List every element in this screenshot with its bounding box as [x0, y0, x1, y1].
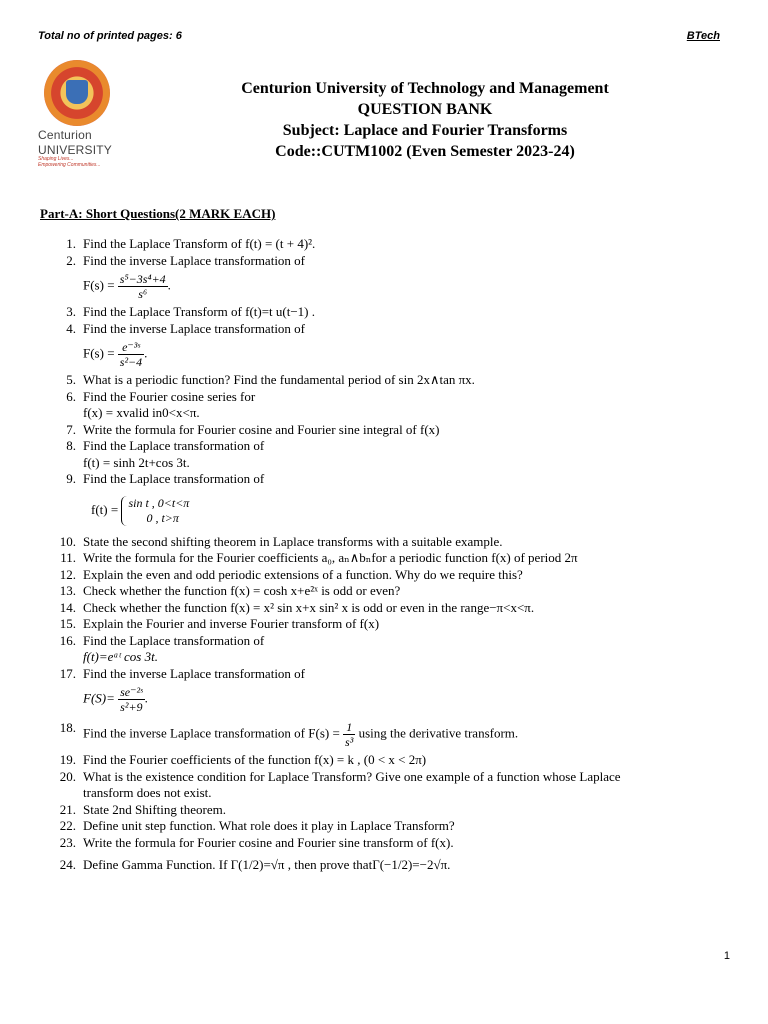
question-item: 17. Find the inverse Laplace transformation of: [59, 665, 306, 681]
question-text: Check whether the function f(x) = x² sin x+x sin² x is odd or even in the range−π<x<π.: [83, 599, 535, 615]
question-text: Find the Laplace Transform of f(t) = (t + 4)².: [83, 236, 316, 251]
question-item: 9. Find the Laplace transformation of: [66, 471, 265, 486]
question-text: Find the Laplace transformation of: [83, 632, 265, 648]
question-text: Explain the Fourier and inverse Fourier transform of f(x): [83, 616, 380, 631]
question-item: 19. Find the Fourier coefficients of the function f(x) = k , (0 < x < 2π): [59, 752, 427, 767]
piecewise-formula: f(t) = sin t , 0<t<π 0 , t>π: [91, 495, 190, 525]
question-item: 16. Find the Laplace transformation of: [59, 632, 265, 648]
question-item: 2. Find the inverse Laplace transformation of: [66, 252, 306, 268]
question-text: State 2nd Shifting theorem.: [83, 801, 226, 817]
question-text: Find the Fourier coefficients of the function f(x) = k , (0 < x < 2π): [83, 752, 427, 767]
question-item: 21. State 2nd Shifting theorem.: [59, 801, 226, 817]
question-text: Find the inverse Laplace transformation of: [83, 252, 306, 268]
question-item: 14. Check whether the function f(x) = x² sin x+x sin² x is odd or even in the range−π<x<π.: [59, 599, 535, 615]
question-item: 23. Write the formula for Fourier cosine and Fourier sine transform of f(x).: [59, 834, 454, 850]
formula: F(S)= $\frac{\text{se⁻²ˢ}}{\text{s²+9}}$ .: [83, 685, 148, 714]
question-text: Explain the even and odd periodic extensions of a function. Why do we require this?: [83, 566, 523, 582]
question-item: 20. What is the existence condition for Laplace Transform? Give one example of a function whose Laplace: [59, 768, 621, 784]
university-logo: [38, 60, 118, 168]
formula: F(s) = $\frac{\text{e⁻³ˢ}}{\text{s²−4}}$ .: [83, 340, 148, 369]
question-item: 10. State the second shifting theorem in Laplace transforms with a suitable example.: [59, 533, 503, 549]
logo-name-1: Centurion: [38, 128, 92, 142]
university-seal-icon: [44, 60, 110, 126]
question-text: Find the inverse Laplace transformation of F(s) =: [83, 725, 340, 741]
question-item: 22. Define unit step function. What role does it play in Laplace Transform?: [59, 818, 455, 833]
question-text: Find the Laplace transformation of: [83, 471, 265, 486]
formula: f(t)=eᵃᵗ cos 3t.: [83, 649, 158, 664]
page-number: 1: [723, 950, 730, 962]
question-text: What is a periodic function? Find the fundamental period of sin 2x∧tan πx.: [83, 372, 475, 387]
question-item: 3. Find the Laplace Transform of f(t)=t u(t−1) .: [66, 304, 316, 319]
question-item: 15. Explain the Fourier and inverse Fourier transform of f(x): [59, 616, 380, 631]
logo-tagline-1: Shaping Lives...: [38, 156, 74, 162]
printed-pages: Total no of printed pages: 6: [38, 30, 182, 42]
question-text: Write the formula for the Fourier coefficients a₀, aₙ∧bₙfor a periodic function f(x) of period 2π: [83, 550, 578, 565]
question-text-continued: transform does not exist.: [83, 785, 212, 800]
question-text: Find the Fourier cosine series for: [83, 388, 256, 404]
question-item: 8. Find the Laplace transformation of: [66, 438, 265, 453]
document-title: QUESTION BANK: [357, 101, 493, 118]
question-text: Check whether the function f(x) = cosh x+e²ˣ is odd or even?: [83, 583, 401, 598]
logo-name-2: UNIVERSITY: [38, 143, 113, 157]
question-item: 1. Find the Laplace Transform of f(t) = (t + 4)².: [66, 236, 316, 251]
question-text: Find the Laplace transformation of: [83, 438, 265, 453]
program-label: BTech: [686, 30, 720, 42]
question-item: 13. Check whether the function f(x) = cosh x+e²ˣ is odd or even?: [59, 583, 401, 598]
subject-title: Subject: Laplace and Fourier Transforms: [282, 122, 568, 139]
question-item: 24. Define Gamma Function. If Γ(1/2)=√π , then prove thatΓ(−1/2)=−2√π.: [59, 857, 451, 872]
question-text: Find the Laplace Transform of f(t)=t u(t−1) .: [83, 304, 316, 319]
university-title: Centurion University of Technology and Management: [241, 80, 609, 97]
question-text: Define unit step function. What role does it play in Laplace Transform?: [83, 818, 455, 833]
question-text: What is the existence condition for Laplace Transform? Give one example of a function whose Laplace: [83, 768, 621, 784]
question-item: 18. Find the inverse Laplace transformation of F(s) = $\frac{1}{\text{s³}}$ using the derivative transform.: [59, 720, 519, 749]
formula: f(x) = xvalid in0<x<π.: [83, 405, 200, 420]
question-text: Define Gamma Function. If Γ(1/2)=√π , then prove thatΓ(−1/2)=−2√π.: [83, 857, 451, 872]
formula: F(s) = $\frac{\text{s⁵−3s⁴+4}}{\text{s⁶}}$ .: [83, 272, 171, 301]
question-item: 12. Explain the even and odd periodic extensions of a function. Why do we require this?: [59, 566, 523, 582]
document-header: [130, 78, 720, 162]
question-item: 11. Write the formula for the Fourier coefficients a₀, aₙ∧bₙfor a periodic function f(x) of period 2π: [60, 550, 578, 565]
question-item: 7. Write the formula for Fourier cosine and Fourier sine integral of f(x): [66, 421, 440, 437]
course-code: Code::CUTM1002 (Even Semester 2023-24): [275, 143, 575, 160]
top-line: [38, 30, 720, 42]
question-text: Find the inverse Laplace transformation of: [83, 665, 306, 681]
logo-tagline-2: Empowering Communities...: [38, 162, 101, 168]
section-title: Part-A: Short Questions(2 MARK EACH): [40, 206, 276, 221]
question-text: Write the formula for Fourier cosine and Fourier sine transform of f(x).: [83, 834, 454, 850]
question-text: Find the inverse Laplace transformation of: [83, 320, 306, 336]
question-item: 5. What is a periodic function? Find the fundamental period of sin 2x∧tan πx.: [66, 372, 475, 387]
question-text: Write the formula for Fourier cosine and Fourier sine integral of f(x): [83, 421, 440, 437]
question-text: State the second shifting theorem in Laplace transforms with a suitable example.: [83, 533, 503, 549]
question-list: [40, 236, 722, 874]
question-item: 4. Find the inverse Laplace transformation of: [66, 320, 306, 336]
formula: f(t) = sinh 2t+cos 3t.: [83, 454, 190, 470]
question-item: 6. Find the Fourier cosine series for: [66, 388, 256, 404]
